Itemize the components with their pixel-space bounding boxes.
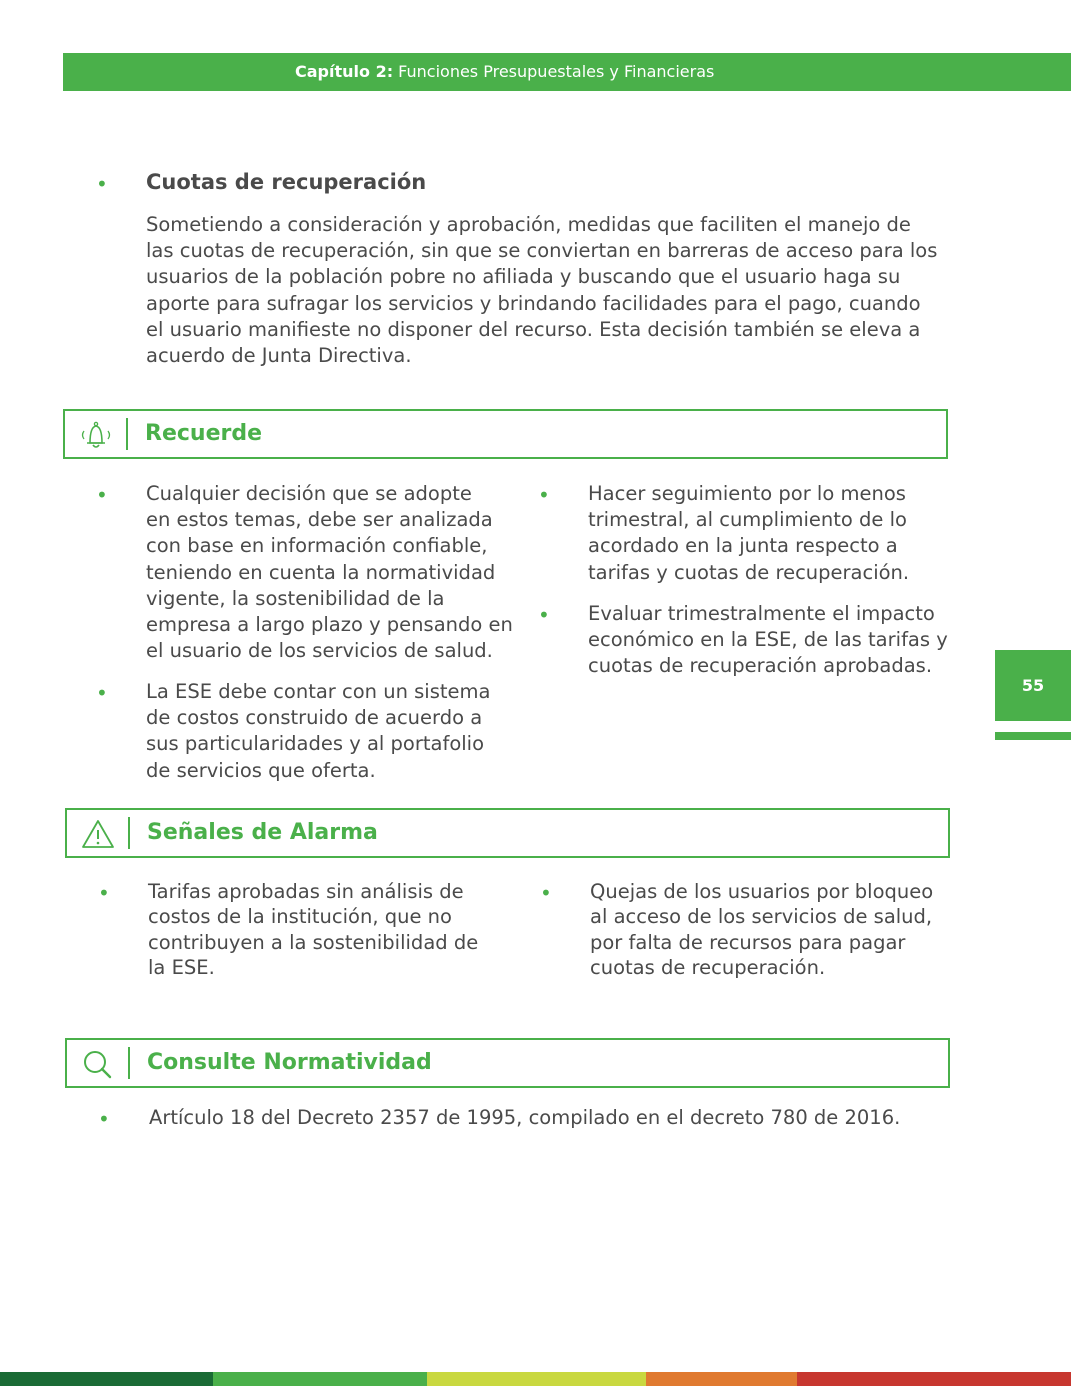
page-tab-line (995, 732, 1071, 740)
body-line: acuerdo de Junta Directiva. (146, 344, 412, 368)
item-line: Cualquier decisión que se adopte (146, 482, 472, 505)
item-line: contribuyen a la sostenibilidad de (148, 930, 479, 954)
item-line: Hacer seguimiento por lo menos (588, 482, 906, 505)
item-line: empresa a largo plazo y pensando en (146, 613, 513, 637)
item-line: en estos temas, debe ser analizada (146, 508, 493, 532)
list-item (590, 879, 960, 980)
item-line: económico en la ESE, de las tarifas y (588, 628, 948, 652)
chapter-label: Capítulo 2: (295, 62, 394, 81)
box-divider (126, 418, 128, 450)
page-number: 55 (995, 650, 1071, 721)
bullet: • (98, 1107, 110, 1131)
list-item (588, 481, 958, 586)
item-line: La ESE debe contar con un sistema (146, 680, 491, 703)
chapter-header (63, 53, 1071, 91)
footer-strip-segment (797, 1372, 1071, 1386)
footer-strip-segment (427, 1372, 646, 1386)
item-line: el usuario de los servicios de salud. (146, 639, 493, 663)
footer-strip-segment (0, 1372, 213, 1386)
item-line: cuotas de recuperación aprobadas. (588, 654, 933, 678)
warning-icon (79, 818, 117, 850)
item-line: Evaluar trimestralmente el impacto (588, 602, 935, 625)
bullet: • (96, 172, 108, 196)
list-item (146, 679, 516, 784)
item-line: vigente, la sostenibilidad de la (146, 586, 445, 610)
bullet: • (96, 483, 108, 507)
footer-strip-segment (646, 1372, 797, 1386)
body-line: las cuotas de recuperación, sin que se conviertan en barreras de acceso para los (146, 239, 938, 263)
bullet: • (538, 603, 550, 627)
item-line: cuotas de recuperación. (590, 955, 826, 979)
bullet: • (98, 881, 110, 905)
body-line: el usuario manifieste no disponer del recurso. Esta decisión también se eleva a (146, 317, 921, 341)
recuerde-box (63, 409, 948, 459)
consulte-title: Consulte Normatividad (147, 1050, 432, 1075)
item-line: por falta de recursos para pagar (590, 930, 906, 954)
section-body (146, 212, 946, 369)
list-item: Artículo 18 del Decreto 2357 de 1995, compilado en el decreto 780 de 2016. (149, 1106, 901, 1129)
bullet: • (538, 483, 550, 507)
item-line: teniendo en cuenta la normatividad (146, 560, 496, 584)
item-line: Quejas de los usuarios por bloqueo (590, 880, 934, 903)
senales-title: Señales de Alarma (147, 820, 378, 845)
consulte-box (65, 1038, 950, 1088)
section-heading: Cuotas de recuperación (146, 170, 427, 194)
item-line: al acceso de los servicios de salud, (590, 905, 933, 929)
item-line: costos de la institución, que no (148, 905, 452, 929)
item-line: tarifas y cuotas de recuperación. (588, 560, 910, 584)
body-line: Sometiendo a consideración y aprobación, medidas que faciliten el manejo de (146, 213, 911, 236)
senales-box (65, 808, 950, 858)
chapter-title: Funciones Presupuestales y Financieras (393, 62, 715, 81)
item-line: de servicios que oferta. (146, 758, 376, 782)
body-line: aporte para sufragar los servicios y brindando facilidades para el pago, cuando (146, 291, 921, 315)
bell-icon (77, 419, 115, 451)
body-line: usuarios de la población pobre no afiliada y buscando que el usuario haga su (146, 265, 901, 289)
item-line: de costos construido de acuerdo a (146, 706, 483, 730)
item-line: acordado en la junta respecto a (588, 534, 898, 558)
item-line: sus particularidades y al portafolio (146, 732, 485, 756)
bullet: • (540, 881, 552, 905)
item-line: con base en información confiable, (146, 534, 488, 558)
list-item (148, 879, 518, 980)
bullet: • (96, 681, 108, 705)
footer-strip-segment (213, 1372, 427, 1386)
recuerde-title: Recuerde (145, 421, 263, 446)
list-item (146, 481, 516, 664)
item-line: Tarifas aprobadas sin análisis de (148, 880, 464, 903)
box-divider (128, 817, 130, 849)
item-line: la ESE. (148, 955, 215, 979)
item-line: trimestral, al cumplimiento de lo (588, 508, 907, 532)
box-divider (128, 1047, 130, 1079)
list-item (588, 601, 958, 680)
search-icon (79, 1048, 117, 1080)
